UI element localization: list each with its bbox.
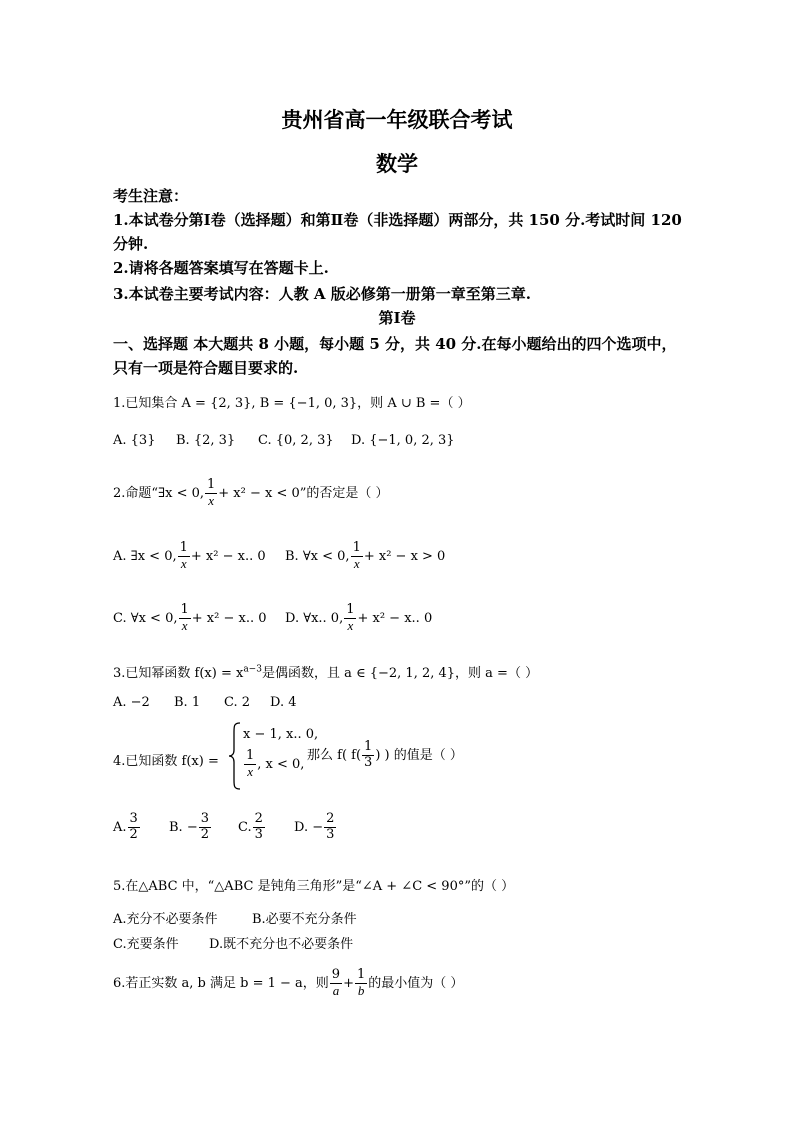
fraction-1-over-x: $\frac{1}{x}$ (352, 540, 361, 571)
question-4-stem-post: 那么 f( f( $\frac{1}{3}$ ) ) 的值是（ ） (307, 739, 463, 770)
fraction-1-over-x: $\frac{1}{x}$ (179, 540, 188, 571)
question-5-option-b: B.必要不充分条件 (252, 912, 357, 927)
question-3-option-d: D. 4 (270, 695, 297, 710)
fraction-1-over-x: $\frac{1}{x}$ (180, 602, 189, 633)
notice-item-1-line-2: 分钟. (113, 235, 149, 253)
question-2-option-a: A. ∃x < 0, $\frac{1}{x}$ + x² − x.. 0 (113, 540, 266, 571)
part-one-heading: 第Ⅰ卷 (378, 309, 416, 327)
question-2-stem (113, 478, 389, 509)
question-3-stem: 3.已知幂函数 $f(x) = x^{a-3}$是偶函数，且 a ∈ {−2, 1, 2, 4}，则 a =（ ） (113, 664, 539, 681)
piecewise-case-2: $\frac{1}{x}$ , x < 0, (246, 748, 305, 779)
left-brace-icon (228, 722, 242, 790)
fraction-1-over-x: $\frac{1}{x}$ (246, 748, 255, 779)
fraction-9-over-a: $\frac{9}{a}$ (331, 967, 341, 998)
fraction-1-over-b: $\frac{1}{b}$ (356, 967, 366, 998)
question-6-stem: 6.若正实数 a, b 满足 b = 1 − a，则 $\frac{9}{a}$ + $\frac{1}{b}$ 的最小值为（ ） (113, 967, 464, 998)
question-5-option-c: C.充要条件 (113, 937, 179, 952)
question-1-option-c: C. {0, 2, 3} (258, 433, 334, 448)
question-4-option-b: B. − $\frac{3}{2}$ (169, 811, 209, 842)
question-3-option-a: A. −2 (113, 695, 150, 710)
question-1-option-b: B. {2, 3} (176, 433, 236, 448)
piecewise-case-1: x − 1, x.. 0, (243, 727, 319, 742)
fraction-1-over-3: $\frac{1}{3}$ (364, 739, 373, 770)
section-heading-line-1: 一、选择题 本大题共 8 小题，每小题 5 分，共 40 分.在每小题给出的四个选项中， (113, 335, 677, 353)
subject-title: 数学 (376, 151, 418, 176)
question-4-option-d: D. − $\frac{2}{3}$ (294, 811, 335, 842)
notice-item-3: 3.本试卷主要考试内容：人教 A 版必修第一册第一章至第三章. (113, 285, 531, 303)
section-heading-line-2: 只有一项是符合题目要求的. (113, 359, 299, 377)
question-2-stem-post: + x² − x < 0”的否定是（ ） (218, 485, 389, 501)
question-3-option-b: B. 1 (174, 695, 201, 710)
question-1-stem: 1.已知集合 A = {2, 3}, B = {−1, 0, 3}，则 A ∪ B =（ ） (113, 396, 471, 411)
notice-item-2: 2.请将各题答案填写在答题卡上. (113, 259, 329, 277)
question-5-option-d: D.既不充分也不必要条件 (209, 937, 354, 952)
question-2-stem-pre: 2.命题“∃x < 0, (113, 485, 204, 501)
question-1-option-d: D. {−1, 0, 2, 3} (351, 433, 455, 448)
question-4-stem-pre: 4.已知函数 f(x) = (113, 754, 219, 769)
question-2-option-c: C. ∀x < 0, $\frac{1}{x}$ + x² − x.. 0 (113, 602, 267, 633)
piecewise-brace (228, 722, 242, 790)
question-1-option-a: A. {3} (113, 433, 156, 448)
question-5-option-a: A.充分不必要条件 (113, 912, 218, 927)
question-2-option-b: B. ∀x < 0, $\frac{1}{x}$ + x² − x > 0 (285, 540, 446, 571)
notice-item-1-line-1: 1.本试卷分第Ⅰ卷（选择题）和第Ⅱ卷（非选择题）两部分，共 150 分.考试时间 120 (113, 211, 682, 229)
notice-heading: 考生注意： (113, 187, 189, 205)
question-2-option-d: D. ∀x.. 0, $\frac{1}{x}$ + x² − x.. 0 (285, 602, 433, 633)
fraction-1-over-x: $\frac{1}{x}$ (346, 602, 355, 633)
question-4-option-c: C. $\frac{2}{3}$ (238, 811, 263, 842)
question-4-option-a: A. $\frac{3}{2}$ (113, 811, 138, 842)
exam-title: 贵州省高一年级联合考试 (281, 107, 513, 132)
question-3-option-c: C. 2 (224, 695, 251, 710)
question-5-stem: 5.在△ABC 中，“△ABC 是钝角三角形”是“∠A + ∠C < 90°”的（ ） (113, 879, 515, 894)
fraction-1-over-x: $\frac{1}{x}$ (207, 477, 216, 508)
